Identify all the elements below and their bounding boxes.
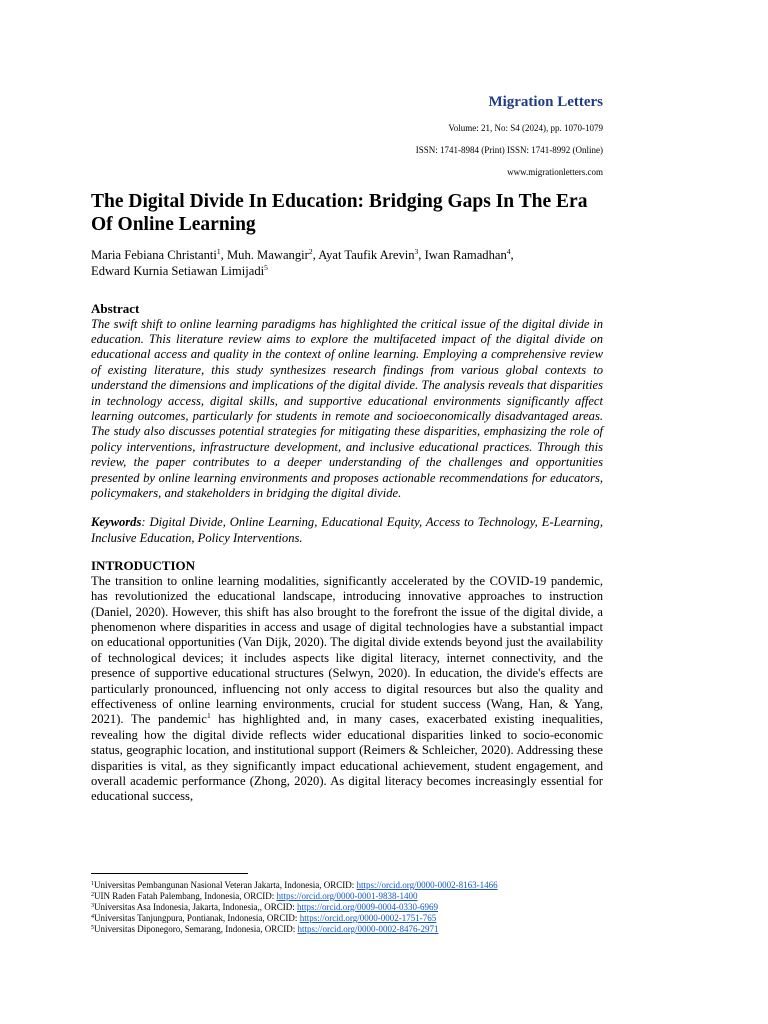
orcid-link[interactable]: https://orcid.org/0009-0004-0330-6969 [296,902,439,912]
footnote-marker: 4 [91,914,94,920]
footnote-item [91,913,603,924]
abstract-text: The swift shift to online learning paradigms has highlighted the critical issue of the digital divide in education. This literature review aims to explore the multifaceted impact of the digital divide on educational access and quality in the context of online learning. Employing a comprehensive review of existing literature, this study synthesizes research findings from various global contexts to understand the dimensions and implications of the digital divide. The analysis reveals that disparities in technology access, digital skills, and supportive educational environments significantly affect learning outcomes, particularly for students in remote and socioeconomically disadvantaged areas. The study also discusses potential strategies for mitigating these disparities, emphasizing the role of policy interventions, infrastructure development, and inclusive educational practices. Through this review, the paper contributes to a deeper understanding of the challenges and opportunities presented by online learning environments and proposes actionable recommendations for educators, policymakers, and stakeholders in bridging the digital divide. [91,316,603,500]
author-name: Ayat Taufik Arevin [318,248,415,262]
keywords-list: : Digital Divide, Online Learning, Educational Equity, Access to Technology, E-Learning, Inclusive Education, Policy Interventions. [91,515,603,545]
footnote-marker: 2 [91,892,94,898]
author-affiliation-marker: 1 [216,247,221,256]
author-separator: , [418,248,425,262]
author-list [91,248,603,279]
footnote-affiliation: Universitas Tanjungpura, Pontianak, Indonesia, ORCID: [94,913,300,923]
orcid-link[interactable]: https://orcid.org/0000-0001-9838-1400 [276,891,418,901]
footnote-affiliation: Universitas Asa Indonesia, Jakarta, Indonesia,, ORCID: [94,902,297,912]
author-affiliation-marker: 5 [264,262,268,272]
author-separator: , [220,248,227,262]
author-separator: , [312,248,319,262]
author-separator: , [510,248,514,262]
footnote-separator [91,873,248,874]
footnote-marker: 3 [91,903,94,909]
orcid-link[interactable]: https://orcid.org/0000-0002-8476-2971 [297,924,439,934]
footnote-item [91,880,603,891]
orcid-link[interactable]: https://orcid.org/0000-0002-8163-1466 [356,880,498,890]
introduction-heading: INTRODUCTION [91,558,196,574]
footnote-marker: 5 [91,925,94,931]
footnote-affiliation: Universitas Diponegoro, Semarang, Indonesia, ORCID: [94,924,298,934]
footnote-item [91,924,603,935]
keywords-paragraph [91,515,603,546]
page-content [91,93,603,805]
keywords-label: Keywords [91,515,142,530]
issn-info: ISSN: 1741-8984 (Print) ISSN: 1741-8992 (Online) [415,145,603,155]
introduction-text-part: has highlighted and, in many cases, exacerbated existing inequalities, revealing how the digital divide reflects wider educational disparities linked to socio-economic status, geographic location, and institutional support (Reimers & Schleicher, 2020). Addressing these disparities is vital, as they significantly impact educational achievement, student engagement, and overall academic performance (Zhong, 2020). As digital literacy becomes increasingly essential for educational success, [91,712,603,804]
author-name: Iwan Ramadhan [424,248,507,262]
footnote-affiliation: UIN Raden Fatah Palembang, Indonesia, ORCID: [94,891,277,901]
introduction-text [91,574,603,805]
author-affiliation-marker: 2 [308,247,313,256]
journal-website: www.migrationletters.com [507,167,603,177]
author-affiliation-marker: 4 [506,247,511,256]
footnote-item [91,902,603,913]
footnotes [91,880,603,935]
journal-name: Migration Letters [488,94,603,110]
footnote-affiliation: Universitas Pembangunan Nasional Veteran Jakarta, Indonesia, ORCID: [94,880,357,890]
footnote-marker: 1 [91,881,94,887]
paper-title: The Digital Divide In Education: Bridging Gaps In The Era Of Online Learning [91,191,588,235]
introduction-text-part: The transition to online learning modalities, significantly accelerated by the COVID-19 pandemic, has revolutionized the educational landscape, introducing innovative approaches to instruction (Daniel, 2020). However, this shift has also brought to the forefront the issue of the digital divide, a phenomenon where disparities in access and usage of digital technologies have a substantial impact on educational opportunities (Van Dijk, 2020). The digital divide extends beyond just the availability of technological devices; it includes aspects like digital literacy, internet connectivity, and the presence of supportive educational structures (Selwyn, 2020). In education, the divide's effects are particularly pronounced, influencing not only access to digital resources but also the quality and effectiveness of online learning environments, crucial for student success (Wang, Han, & Yang, 2021). The pandemic [91,573,603,727]
footnote-item [91,891,603,902]
orcid-link[interactable]: https://orcid.org/0000-0002-1751-765 [299,913,437,923]
author-name: Muh. Mawangir [226,248,309,262]
footnote-reference: 1 [206,711,211,721]
author-name: Edward Kurnia Setiawan Limijadi [91,263,265,278]
author-affiliation-marker: 3 [414,247,419,256]
abstract-heading: Abstract [91,301,140,316]
author-name: Maria Febiana Christanti [91,248,217,262]
volume-info: Volume: 21, No: S4 (2024), pp. 1070-1079 [448,123,603,133]
